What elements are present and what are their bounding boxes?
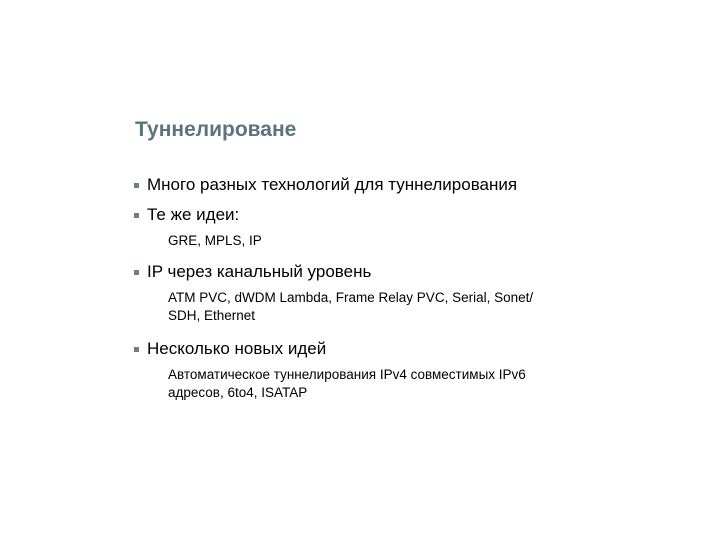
bullet-item-2 bbox=[134, 203, 614, 250]
bullet-list bbox=[134, 173, 614, 402]
bullet-text: IP через канальный уровень bbox=[147, 262, 372, 281]
bullet-square-icon bbox=[134, 347, 139, 352]
sub-bullet-block bbox=[134, 366, 614, 402]
bullet-text: Несколько новых идей bbox=[147, 339, 327, 358]
sub-bullet-text: GRE, MPLS, IP bbox=[168, 233, 262, 248]
bullet-square-icon bbox=[134, 270, 139, 275]
sub-bullet-text: Автоматическое туннелирования IPv4 совместимых IPv6 bbox=[168, 367, 526, 382]
sub-bullet-text: ATM PVC, dWDM Lambda, Frame Relay PVC, Serial, Sonet/ bbox=[168, 290, 534, 305]
slide-title: Туннелироване bbox=[135, 118, 297, 141]
bullet-square-icon bbox=[134, 213, 139, 218]
bullet-item-1 bbox=[134, 173, 614, 197]
bullet-text: Те же идеи: bbox=[147, 205, 240, 224]
bullet-item-4 bbox=[134, 337, 614, 402]
bullet-text: Много разных технологий для туннелирования bbox=[147, 175, 518, 194]
sub-bullet-block bbox=[134, 289, 614, 325]
sub-bullet-block bbox=[134, 232, 614, 250]
sub-bullet-text: адресов, 6to4, ISATAP bbox=[168, 385, 308, 400]
sub-bullet-text: SDH, Ethernet bbox=[168, 308, 256, 323]
bullet-item-3 bbox=[134, 260, 614, 325]
bullet-square-icon bbox=[134, 183, 139, 188]
